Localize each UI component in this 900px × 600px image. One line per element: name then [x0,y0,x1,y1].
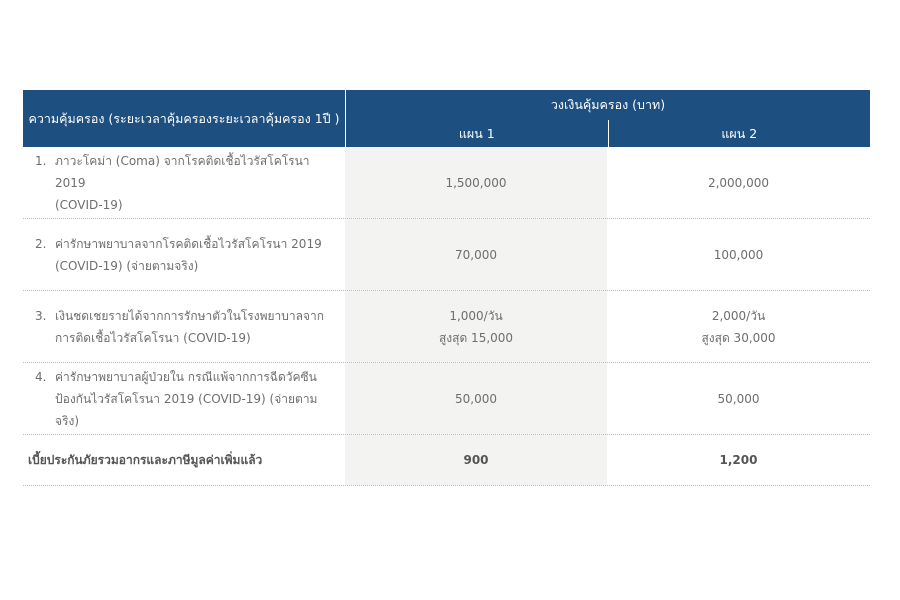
table-row [23,291,870,363]
plan-1-value: 70,000 [345,219,607,290]
table-row [23,363,870,435]
item-text-line1: ภาวะโคม่า (Coma) จากโรคติดเชื้อไวรัสโคโรนา 2019 [55,153,310,190]
table-row [23,219,870,291]
plan-1-value [345,291,607,362]
plan-1-value: 50,000 [345,363,607,434]
coverage-table [23,90,870,486]
coverage-item [23,363,345,434]
total-premium-label: เบี้ยประกันภัยรวมอากรและภาษีมูลค่าเพิ่มแล้ว [28,453,263,467]
plan-1-premium: 900 [345,435,607,485]
table-header [23,90,870,147]
coverage-item [23,147,345,218]
plan-2-max: สูงสุด 30,000 [701,330,776,345]
header-plans [346,120,870,147]
header-coverage: ความคุ้มครอง (ระยะเวลาคุ้มครองระยะเวลาคุ้มครอง 1ปี ) [23,90,346,147]
item-text-line2: (COVID-19) [55,197,123,212]
item-text-line1: เงินชดเชยรายได้จากการรักษาตัวในโรงพยาบาลจาก [55,308,325,323]
plan-2-value: 50,000 [717,391,760,406]
header-plan-1: แผน 1 [346,120,609,147]
plan-1-daily: 1,000/วัน [449,308,503,323]
plan-2-value: 100,000 [713,247,764,262]
coverage-item [23,291,345,362]
plan-1-value: 1,500,000 [345,147,607,218]
item-number: 2. [35,236,47,251]
item-text-line1: ค่ารักษาพยาบาลจากโรคติดเชื้อไวรัสโคโรนา 2019 [55,236,322,251]
item-text-line1: ค่ารักษาพยาบาลผู้ป่วยใน กรณีแพ้จากการฉีดวัคซีน [55,369,317,384]
item-text-line2: ป้องกันไวรัสโคโรนา 2019 (COVID-19) (จ่ายตามจริง) [55,391,318,428]
item-number: 3. [35,308,47,323]
plan-2-value: 2,000,000 [707,175,770,190]
plan-2-daily: 2,000/วัน [711,308,766,323]
header-amount-group [346,90,870,147]
plan-1-max: สูงสุด 15,000 [438,330,514,345]
item-text-line2: (COVID-19) (จ่ายตามจริง) [55,258,199,273]
item-text-line2: การติดเชื้อไวรัสโคโรนา (COVID-19) [55,330,251,345]
table-row [23,147,870,219]
total-premium-row [23,435,870,486]
plan-2-premium: 1,200 [719,453,758,467]
header-plan-2: แผน 2 [721,125,758,141]
plan-2-value [607,291,870,362]
item-number: 1. [35,153,47,168]
coverage-item [23,219,345,290]
item-number: 4. [35,369,47,384]
header-amount: วงเงินคุ้มครอง (บาท) [550,97,666,112]
